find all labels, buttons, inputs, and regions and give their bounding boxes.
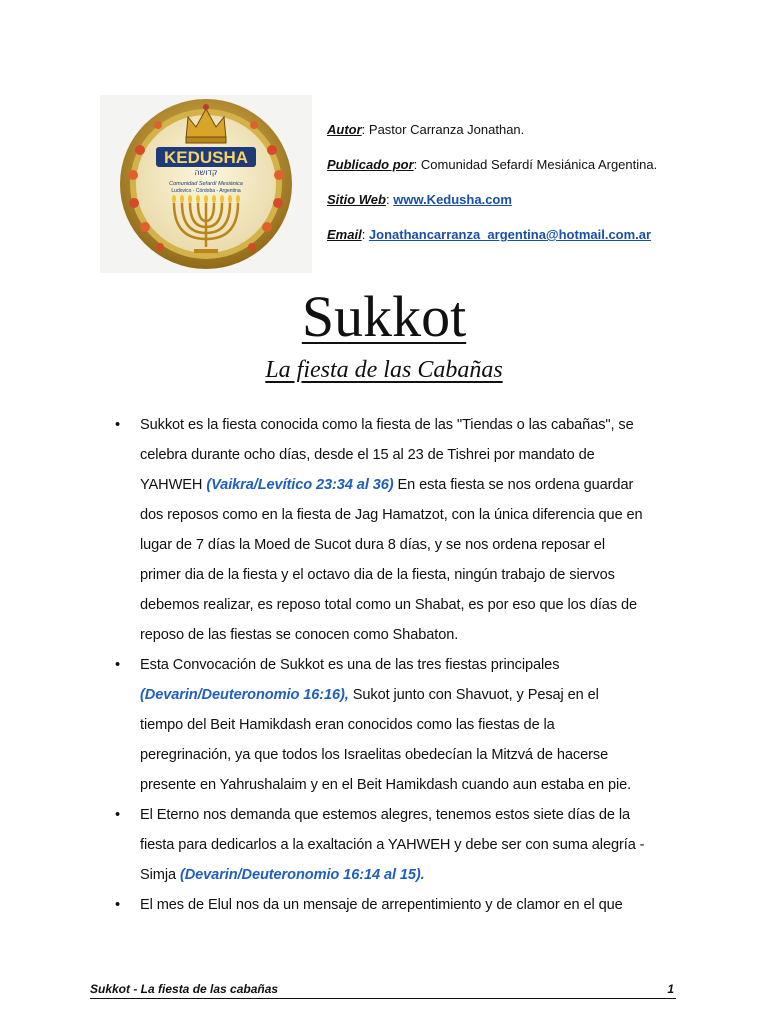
website-label: Sitio Web bbox=[327, 192, 386, 207]
page-number: 1 bbox=[667, 982, 674, 996]
scripture-reference: (Devarin/Deuteronomio 16:16), bbox=[140, 687, 349, 703]
website-separator: : bbox=[385, 192, 394, 207]
bullet-icon: • bbox=[115, 807, 121, 823]
email-separator: : bbox=[361, 227, 369, 242]
menorah-flames bbox=[172, 195, 240, 203]
kedusha-logo bbox=[100, 95, 312, 273]
list-item bbox=[114, 650, 674, 800]
text-line: . bbox=[420, 867, 425, 883]
author-value: : Pastor Carranza Jonathan. bbox=[361, 122, 525, 137]
text-line: peregrinación, ya que todos los Israelitas obedecían la Mitzvá de hacerse bbox=[140, 747, 609, 763]
scripture-reference: (Devarin/Deuteronomio 16:14 al 15) bbox=[179, 867, 421, 883]
bullet-icon: • bbox=[115, 657, 121, 673]
text-line: reposo de las fiestas se conocen como Shabaton. bbox=[140, 627, 459, 643]
bullet-icon: • bbox=[115, 897, 121, 913]
text-line: Simja bbox=[140, 867, 180, 883]
brand-text: KEDUSHA bbox=[163, 148, 249, 167]
brand-hebrew: קדושה bbox=[194, 168, 218, 177]
email-label: Email bbox=[327, 227, 362, 242]
publisher-line bbox=[327, 157, 657, 173]
text-line: En esta fiesta se nos ordena guardar bbox=[393, 477, 634, 493]
footer-title: Sukkot - La fiesta de las cabañas bbox=[90, 982, 279, 996]
page-footer bbox=[90, 982, 676, 999]
text-line: El mes de Elul nos da un mensaje de arrepentimiento y de clamor en el que bbox=[140, 897, 623, 913]
website-line bbox=[327, 192, 512, 208]
text-line: lugar de 7 días la Moed de Sucot dura 8 días, y se nos ordena reposar el bbox=[140, 537, 605, 553]
text-line: Sukkot es la fiesta conocida como la fiesta de las "Tiendas o las cabañas", se bbox=[140, 417, 634, 433]
document-title: Sukkot bbox=[301, 284, 467, 349]
website-link[interactable]: www.Kedusha.com bbox=[393, 192, 512, 207]
text-line: El Eterno nos demanda que estemos alegres, tenemos estos siete días de la bbox=[140, 807, 630, 823]
text-line: debemos realizar, es reposo total como un Shabat, es por eso que los días de bbox=[140, 597, 638, 613]
publisher-label: Publicado por bbox=[327, 157, 414, 172]
kedusha-seal-image bbox=[100, 95, 312, 273]
author-label: Autor bbox=[327, 122, 362, 137]
email-line bbox=[327, 227, 651, 243]
document-body bbox=[114, 410, 674, 920]
text-line: YAHWEH bbox=[140, 477, 207, 493]
text-line: tiempo del Beit Hamikdash eran conocidos como las fiestas de la bbox=[140, 717, 555, 733]
list-item bbox=[114, 410, 674, 650]
text-line: fiesta para dedicarlos a la exaltación a YAHWEH y debe ser con suma alegría - bbox=[140, 837, 645, 853]
email-link[interactable]: Jonathancarranza_argentina@hotmail.com.ar bbox=[368, 227, 652, 242]
document-subtitle: La fiesta de las Cabañas bbox=[265, 357, 503, 383]
text-line: dos reposos como en la fiesta de Jag Hamatzot, con la única diferencia que en bbox=[140, 507, 643, 523]
author-line bbox=[327, 122, 524, 138]
text-line: Esta Convocación de Sukkot es una de las tres fiestas principales bbox=[140, 657, 560, 673]
text-line: presente en Yahrushalaim y en el Beit Hamikdash cuando aun estaba en pie. bbox=[140, 777, 632, 793]
scripture-reference: (Vaikra/Levítico 23:34 al 36) bbox=[206, 477, 394, 493]
bullet-icon: • bbox=[115, 417, 121, 433]
publisher-value: : Comunidad Sefardí Mesiánica Argentina. bbox=[413, 157, 658, 172]
list-item bbox=[114, 800, 674, 890]
text-line: primer dia de la fiesta y el octavo dia de la fiesta, ningún trabajo de siervos bbox=[140, 567, 615, 583]
tagline-1: Comunidad Sefardí Mesiánica bbox=[169, 181, 243, 187]
text-line: celebra durante ocho días, desde el 15 al 23 de Tishrei por mandato de bbox=[140, 447, 595, 463]
list-item bbox=[114, 890, 674, 920]
text-line: Sukot junto con Shavuot, y Pesaj en el bbox=[348, 687, 599, 703]
tagline-2: Ludovico - Córdoba - Argentina bbox=[171, 188, 241, 194]
